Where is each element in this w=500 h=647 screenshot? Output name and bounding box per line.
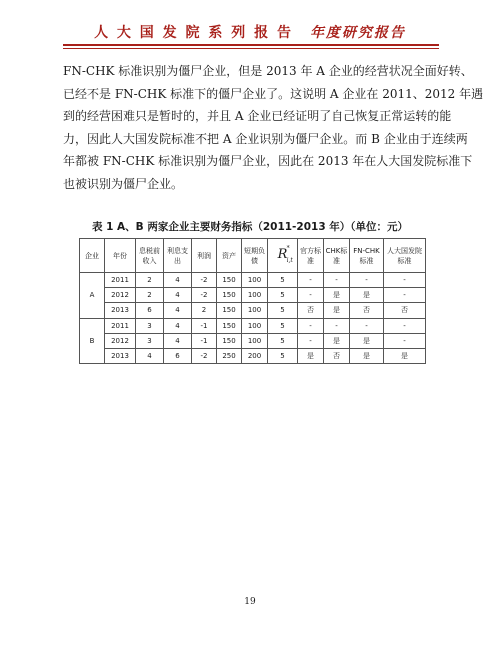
chk-cell: - [324,318,350,333]
col-header-company: 企业 [80,239,105,273]
year-cell: 2012 [105,333,136,348]
col-header-fnchk: FN-CHK标准 [350,239,384,273]
report-series-title: 人 大 国 发 院 系 列 报 告 [94,25,294,41]
table-row [80,318,426,333]
paragraph-line: FN-CHK 标准识别为僵尸企业，但是 2013 年 A 企业的经营状况全面好转、 [63,64,473,78]
debt-cell: 100 [242,303,268,318]
ebit-cell: 3 [136,333,164,348]
col-header-assets: 资产 [217,239,242,273]
chk-cell: 是 [324,303,350,318]
assets-cell: 150 [217,303,242,318]
paragraph-line: 到的经营困难只是暂时的，并且 A 企业已经证明了自己恢复正常运转的能 [63,109,452,124]
col-header-chk: CHK标准 [324,239,350,273]
header-rule-thick [63,44,439,46]
ruc-cell: - [384,318,426,333]
r-cell: 5 [268,318,298,333]
year-cell: 2013 [105,303,136,318]
interest-cell: 4 [164,303,192,318]
ruc-cell: 否 [384,303,426,318]
debt-cell: 100 [242,288,268,303]
assets-cell: 150 [217,318,242,333]
r-symbol: R * i,t [277,245,293,264]
interest-cell: 6 [164,348,192,363]
col-header-debt: 短期负债 [242,239,268,273]
col-header-ruc: 人大国发院标准 [384,239,426,273]
financial-indicators-table [79,238,426,364]
ebit-cell: 3 [136,318,164,333]
ebit-cell: 2 [136,288,164,303]
official-cell: - [298,288,324,303]
col-header-interest: 利息支出 [164,239,192,273]
col-header-official: 官方标准 [298,239,324,273]
year-cell: 2012 [105,288,136,303]
profit-cell: -1 [192,318,217,333]
fnchk-cell: 是 [350,348,384,363]
r-cell: 5 [268,348,298,363]
paragraph-line: 已经不是 FN-CHK 标准下的僵尸企业了。这说明 A 企业在 2011、2012 年遇 [63,86,484,101]
table-header-row [80,239,426,273]
official-cell: 是 [298,348,324,363]
assets-cell: 150 [217,273,242,288]
col-header-r-symbol [268,239,298,273]
fnchk-cell: 是 [350,333,384,348]
ebit-cell: 4 [136,348,164,363]
official-cell: - [298,333,324,348]
paragraph-line: 也被识别为僵尸企业。 [63,176,184,191]
official-cell: - [298,273,324,288]
ruc-cell: 是 [384,348,426,363]
paragraph-line: 年都被 FN-CHK 标准识别为僵尸企业，因此在 2013 年在人大国发院标准下 [63,154,473,169]
interest-cell: 4 [164,288,192,303]
chk-cell: 是 [324,333,350,348]
fnchk-cell: - [350,318,384,333]
assets-cell: 150 [217,333,242,348]
chk-cell: 否 [324,348,350,363]
col-header-ebit: 息税前收入 [136,239,164,273]
interest-cell: 4 [164,318,192,333]
page-number: 19 [244,597,256,607]
table-caption: 表 1 A、B 两家企业主要财务指标（2011-2013 年）（单位：元） [91,221,409,233]
table-row [80,348,426,363]
table-row [80,288,426,303]
table-row [80,333,426,348]
official-cell: - [298,318,324,333]
ruc-cell: - [384,333,426,348]
header-rule-thin [63,48,439,49]
paragraph-line: 力，因此人大国发院标准不把 A 企业识别为僵尸企业。而 B 企业由于连续两 [63,131,468,146]
chk-cell: 是 [324,288,350,303]
assets-cell: 150 [217,288,242,303]
r-cell: 5 [268,273,298,288]
fnchk-cell: 否 [350,303,384,318]
col-header-year: 年份 [105,239,136,273]
profit-cell: -2 [192,348,217,363]
chk-cell: - [324,273,350,288]
ruc-cell: - [384,288,426,303]
profit-cell: -2 [192,273,217,288]
table-row [80,273,426,288]
official-cell: 否 [298,303,324,318]
profit-cell: -2 [192,288,217,303]
company-cell: B [80,318,105,364]
profit-cell: -1 [192,333,217,348]
year-cell: 2011 [105,318,136,333]
r-cell: 5 [268,303,298,318]
profit-cell: 2 [192,303,217,318]
col-header-profit: 利润 [192,239,217,273]
r-cell: 5 [268,333,298,348]
assets-cell: 250 [217,348,242,363]
ruc-cell: - [384,273,426,288]
body-paragraph [63,60,484,196]
ebit-cell: 2 [136,273,164,288]
interest-cell: 4 [164,333,192,348]
year-cell: 2013 [105,348,136,363]
company-cell: A [80,273,105,319]
r-cell: 5 [268,288,298,303]
fnchk-cell: - [350,273,384,288]
table-row [80,303,426,318]
report-header [0,22,500,42]
debt-cell: 200 [242,348,268,363]
ebit-cell: 6 [136,303,164,318]
year-cell: 2011 [105,273,136,288]
debt-cell: 100 [242,333,268,348]
debt-cell: 100 [242,318,268,333]
interest-cell: 4 [164,273,192,288]
fnchk-cell: 是 [350,288,384,303]
annual-report-title: 年度研究报告 [309,25,406,41]
debt-cell: 100 [242,273,268,288]
